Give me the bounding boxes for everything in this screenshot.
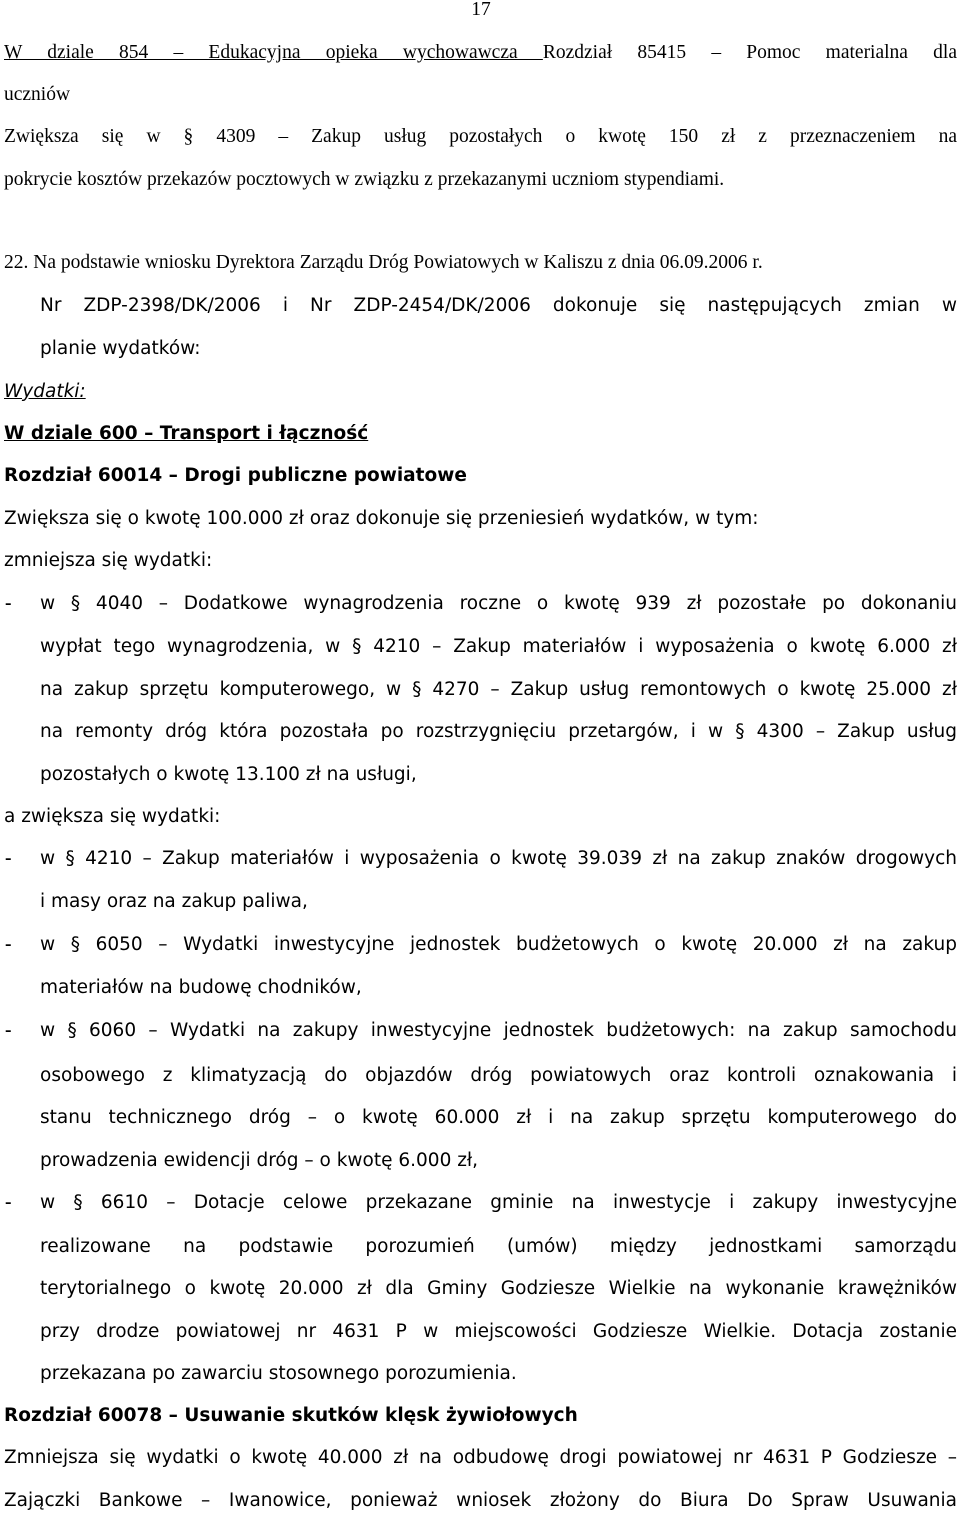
- rozdzial-60014-heading: Rozdział 60014 – Drogi publiczne powiatowe: [4, 465, 467, 486]
- list-dash: -: [5, 934, 12, 955]
- zmniejsza-label: zmniejsza się wydatki:: [4, 550, 213, 571]
- list-dash: -: [5, 1192, 12, 1213]
- list-item-line: na remonty dróg która pozostała po rozstrzygnięciu przetargów, i w § 4300 – Zakup usług: [40, 721, 957, 742]
- item-22-line: 22. Na podstawie wniosku Dyrektora Zarządu Dróg Powiatowych w Kaliszu z dnia 06.09.2006 r.: [4, 252, 763, 273]
- list-item-line: w § 4210 – Zakup materiałów i wyposażenia o kwotę 39.039 zł na zakup znaków drogowych: [40, 848, 957, 869]
- paragraph-line: pokrycie kosztów przekazów pocztowych w związku z przekazanymi uczniom stypendiami.: [4, 169, 725, 190]
- list-item-line: na zakup sprzętu komputerowego, w § 4270 – Zakup usług remontowych o kwotę 25.000 zł: [40, 679, 957, 700]
- list-item-line: wypłat tego wynagrodzenia, w § 4210 – Zakup materiałów i wyposażenia o kwotę 6.000 zł: [40, 636, 957, 657]
- list-item-line: prowadzenia ewidencji dróg – o kwotę 6.000 zł,: [40, 1150, 479, 1171]
- list-item-line: i masy oraz na zakup paliwa,: [40, 891, 308, 912]
- item-22-line: Nr ZDP-2398/DK/2006 i Nr ZDP-2454/DK/2006 dokonuje się następujących zmian w: [40, 295, 957, 316]
- list-dash: -: [5, 1020, 12, 1041]
- paragraph-line: Zajączki Bankowe – Iwanowice, ponieważ wniosek złożony do Biura Do Spraw Usuwania: [4, 1490, 957, 1511]
- dzial-600-heading: W dziale 600 – Transport i łączność: [4, 423, 369, 444]
- list-item-line: w § 6610 – Dotacje celowe przekazane gminie na inwestycje i zakupy inwestycyjne: [40, 1192, 957, 1213]
- list-item-line: w § 6060 – Wydatki na zakupy inwestycyjne jednostek budżetowych: na zakup samochodu: [40, 1020, 957, 1041]
- list-item-line: przy drodze powiatowej nr 4631 P w miejscowości Godziesze Wielkie. Dotacja zostanie: [40, 1321, 957, 1342]
- rozdzial-85415-heading: Rozdział 85415 – Pomoc materialna dla: [542, 42, 957, 63]
- list-dash: -: [5, 848, 12, 869]
- list-item-line: w § 6050 – Wydatki inwestycyjne jednostek budżetowych o kwotę 20.000 zł na zakup: [40, 934, 957, 955]
- rozdzial-60078-heading: Rozdział 60078 – Usuwanie skutków klęsk żywiołowych: [4, 1405, 578, 1426]
- paragraph-line: Zmniejsza się wydatki o kwotę 40.000 zł na odbudowę drogi powiatowej nr 4631 P Godziesze –: [4, 1447, 957, 1468]
- wydatki-label: Wydatki:: [4, 381, 86, 402]
- section-heading-854: [4, 41, 957, 65]
- item-22-line: planie wydatków:: [40, 338, 201, 359]
- section-heading-854-cont: uczniów: [4, 84, 71, 105]
- list-item-line: pozostałych o kwotę 13.100 zł na usługi,: [40, 764, 417, 785]
- list-item-line: przekazana po zawarciu stosownego porozumienia.: [40, 1363, 517, 1384]
- list-item-line: terytorialnego o kwotę 20.000 zł dla Gminy Godziesze Wielkie na wykonanie krawężników: [40, 1278, 957, 1299]
- list-item-line: stanu technicznego dróg – o kwotę 60.000 zł i na zakup sprzętu komputerowego do: [40, 1107, 957, 1128]
- dzial-854-heading: W dziale 854 – Edukacyjna opieka wychowawcza: [4, 42, 543, 63]
- list-item-line: osobowego z klimatyzacją do objazdów dróg powiatowych oraz kontroli oznakowania i: [40, 1065, 957, 1086]
- list-dash: -: [5, 593, 12, 614]
- list-item-line: w § 4040 – Dodatkowe wynagrodzenia roczne o kwotę 939 zł pozostałe po dokonaniu: [40, 593, 957, 614]
- list-item-line: materiałów na budowę chodników,: [40, 977, 362, 998]
- list-item-line: realizowane na podstawie porozumień (umów) między jednostkami samorządu: [40, 1236, 957, 1257]
- page-number: 17: [471, 0, 491, 20]
- zwieksza-line: Zwiększa się o kwotę 100.000 zł oraz dokonuje się przeniesień wydatków, w tym:: [4, 508, 759, 529]
- paragraph-line: Zwiększa się w § 4309 – Zakup usług pozostałych o kwotę 150 zł z przeznaczeniem na: [4, 126, 957, 147]
- zwieksza-label: a zwiększa się wydatki:: [4, 806, 221, 827]
